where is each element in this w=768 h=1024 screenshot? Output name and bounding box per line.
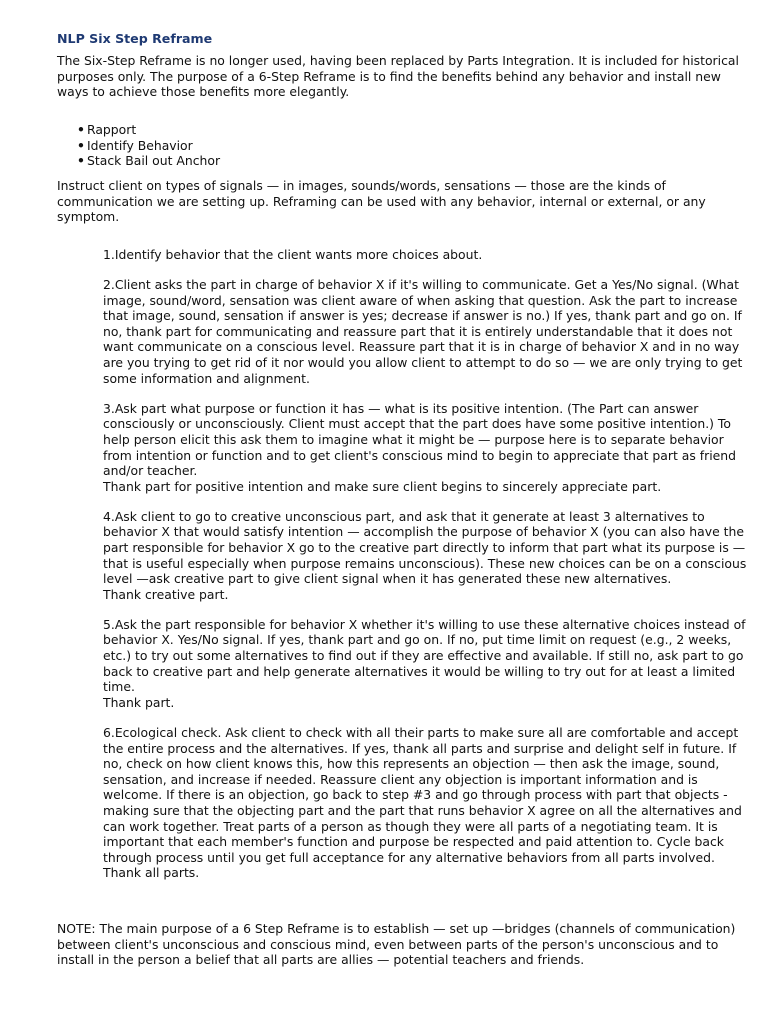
list-item bbox=[77, 122, 220, 138]
step-5 bbox=[103, 617, 748, 711]
step-6 bbox=[103, 725, 748, 881]
step-text: 1.Identify behavior that the client wants more choices about. bbox=[103, 247, 483, 262]
step-text: 3.Ask part what purpose or function it has — what is its positive intention. (The Part can answer consciously or unconsciously. Client must accept that the part does have some positive intention.) To help person elicit this ask them to imagine what it might be — purpose here is to separate behavior from intention or function and to get client's conscious mind to begin to appreciate that part as friend and/or teacher. bbox=[103, 400, 736, 479]
step-text: 5.Ask the part responsible for behavior X whether it's willing to use these alternative choices instead of behavior X. Yes/No signal. If yes, thank part and go on. If no, put time limit on request (e.g., 2 weeks, etc.) to try out some alternatives to find out if they are effective and available. If still no, ask part to go back to creative part and help generate alternatives it would be willing to try out for at least a limited time. bbox=[103, 616, 746, 695]
step-4 bbox=[103, 509, 748, 603]
list-item bbox=[77, 138, 220, 154]
step-2 bbox=[103, 277, 748, 386]
step-text: 4.Ask client to go to creative unconscious part, and ask that it generate at least 3 alternatives to behavior X that would satisfy intention — accomplish the purpose of behavior X (you can also have the part responsible for behavior X go to the creative part directly to inform that part what its purpose is — that is useful especially when purpose remains unconscious). These new choices can be on a conscious level —ask creative part to give client signal when it has generated these new alternatives. bbox=[103, 508, 747, 587]
list-item bbox=[77, 153, 220, 169]
step-thanks: Thank part for positive intention and make sure client begins to sincerely appreciate part. bbox=[103, 478, 662, 494]
step-text: 6.Ecological check. Ask client to check with all their parts to make sure all are comfortable and accept the entire process and the alternatives. If yes, thank all parts and surprise and delight self in future. If no, check on how client knows this, how this represents an objection — then ask the image, sound, sensation, and increase if needed. Reassure client any objection is important information and is welcome. If there is an objection, go back to step #3 and go through process with part that objects - making sure that the objecting part and the part that runs behavior X agree on all the alternatives and can work together. Treat parts of a person as though they were all parts of a negotiating team. It is important that each member's function and purpose be respected and paid attention to. Cycle back through process until you get full acceptance for any alternative behaviors from all parts involved. bbox=[103, 724, 742, 865]
note-paragraph: NOTE: The main purpose of a 6 Step Reframe is to establish — set up —bridges (channels of communication) between client's unconscious and conscious mind, even between parts of the person's unconscious and to install in the person a belief that all parts are allies — potential teachers and friends. bbox=[57, 921, 736, 968]
intro-paragraph: The Six-Step Reframe is no longer used, having been replaced by Parts Integration. It is included for historical purposes only. The purpose of a 6-Step Reframe is to find the benefits behind any behavior and install new ways to achieve those benefits more elegantly. bbox=[57, 53, 739, 100]
step-thanks: Thank part. bbox=[103, 694, 175, 710]
bullet-icon: • bbox=[77, 137, 85, 153]
bullet-icon: • bbox=[77, 153, 85, 169]
bullet-list bbox=[77, 122, 220, 169]
step-1 bbox=[103, 247, 748, 263]
steps-list bbox=[103, 247, 748, 895]
step-thanks: Thank creative part. bbox=[103, 586, 229, 602]
list-item-label: Rapport bbox=[87, 122, 137, 137]
page-title: NLP Six Step Reframe bbox=[57, 31, 213, 46]
step-thanks: Thank all parts. bbox=[103, 865, 200, 881]
bullet-icon: • bbox=[77, 122, 85, 137]
list-item-label: Stack Bail out Anchor bbox=[87, 153, 221, 169]
signals-paragraph: Instruct client on types of signals — in images, sounds/words, sensations — those are the kinds of communication we are setting up. Reframing can be used with any behavior, internal or external, or any symptom. bbox=[57, 178, 706, 225]
step-text: 2.Client asks the part in charge of behavior X if it's willing to communicate. Get a Yes/No signal. (What image, sound/word, sensation was client aware of when asking that question. Ask the part to increase that image, sound, sensation if answer is yes; decrease if answer is no.) If yes, thank part and go on. If no, thank part for communicating and reassure part that it is entirely understandable that it does not want communicate on a conscious level. Reassure part that it is in charge of behavior X and in no way are you trying to get rid of it nor would you allow client to attempt to do so — we are only trying to get some information and alignment. bbox=[103, 277, 743, 386]
step-3 bbox=[103, 401, 748, 495]
list-item-label: Identify Behavior bbox=[87, 137, 193, 153]
